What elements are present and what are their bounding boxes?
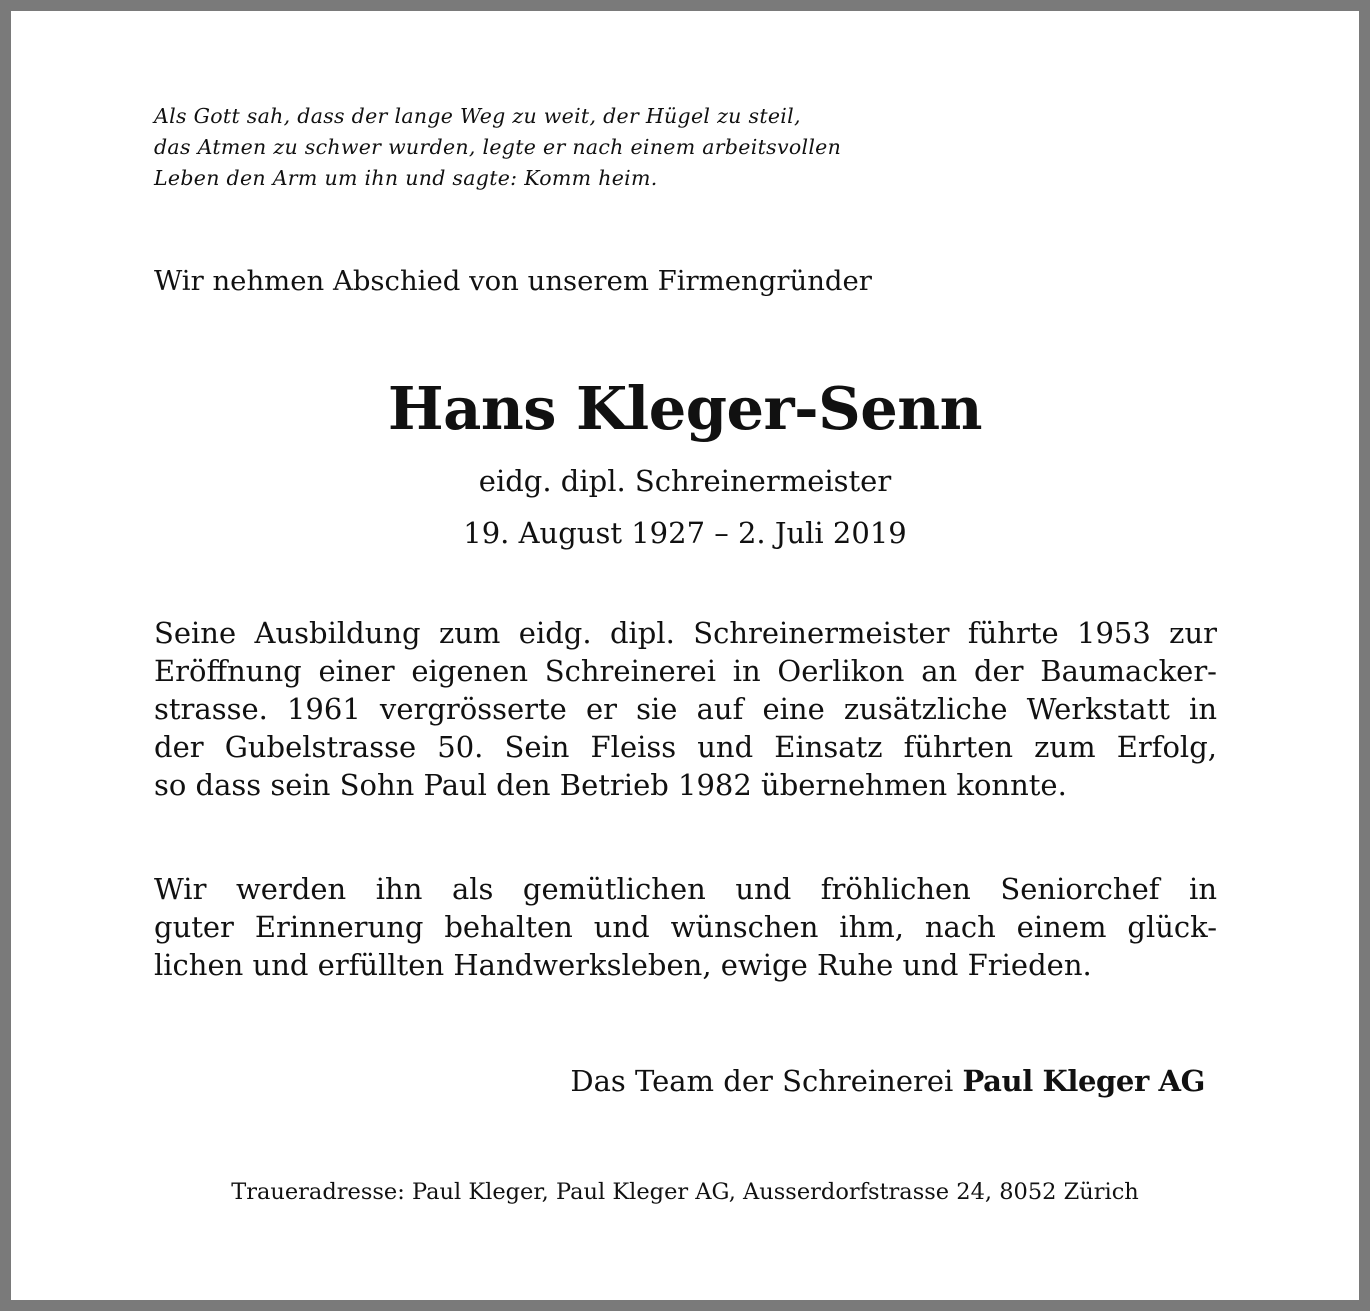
obituary-notice [11, 11, 1359, 1300]
paragraph-line: Wir werden ihn als gemütlichen und fröhlichen Seniorchef in [154, 872, 1217, 906]
motto-line: Leben den Arm um ihn und sagte: Komm heim. [154, 166, 658, 190]
paragraph-line: lichen und erfüllten Handwerksleben, ewige Ruhe und Frieden. [154, 948, 1092, 982]
farewell-intro: Wir nehmen Abschied von unserem Firmengründer [154, 265, 872, 297]
company-name: Paul Kleger AG [962, 1064, 1205, 1098]
paragraph-line: Seine Ausbildung zum eidg. dipl. Schreinermeister führte 1953 zur [154, 616, 1217, 650]
mourning-address: Traueradresse: Paul Kleger, Paul Kleger AG, Ausserdorfstrasse 24, 8052 Zürich [231, 1179, 1139, 1205]
paragraph-line: strasse. 1961 vergrösserte er sie auf eine zusätzliche Werkstatt in [154, 692, 1217, 726]
motto-line: Als Gott sah, dass der lange Weg zu weit, der Hügel zu steil, [154, 104, 801, 128]
motto-line: das Atmen zu schwer wurden, legte er nach einem arbeitsvollen [154, 135, 842, 159]
paragraph-line: guter Erinnerung behalten und wünschen ihm, nach einem glück- [154, 910, 1217, 944]
life-dates: 19. August 1927 – 2. Juli 2019 [463, 516, 907, 550]
motto-quote [154, 101, 1054, 194]
paragraph-line: der Gubelstrasse 50. Sein Fleiss und Einsatz führten zum Erfolg, [154, 730, 1217, 764]
paragraph-line: Eröffnung einer eigenen Schreinerei in Oerlikon an der Baumacker- [154, 654, 1217, 688]
biography-paragraph [154, 614, 1217, 804]
paragraph-line: so dass sein Sohn Paul den Betrieb 1982 übernehmen konnte. [154, 768, 1067, 802]
remembrance-paragraph [154, 870, 1217, 984]
deceased-title: eidg. dipl. Schreinermeister [478, 464, 892, 498]
deceased-name: Hans Kleger-Senn [387, 374, 983, 443]
signature [11, 1061, 1205, 1101]
signature-prefix: Das Team der Schreinerei [570, 1064, 954, 1098]
